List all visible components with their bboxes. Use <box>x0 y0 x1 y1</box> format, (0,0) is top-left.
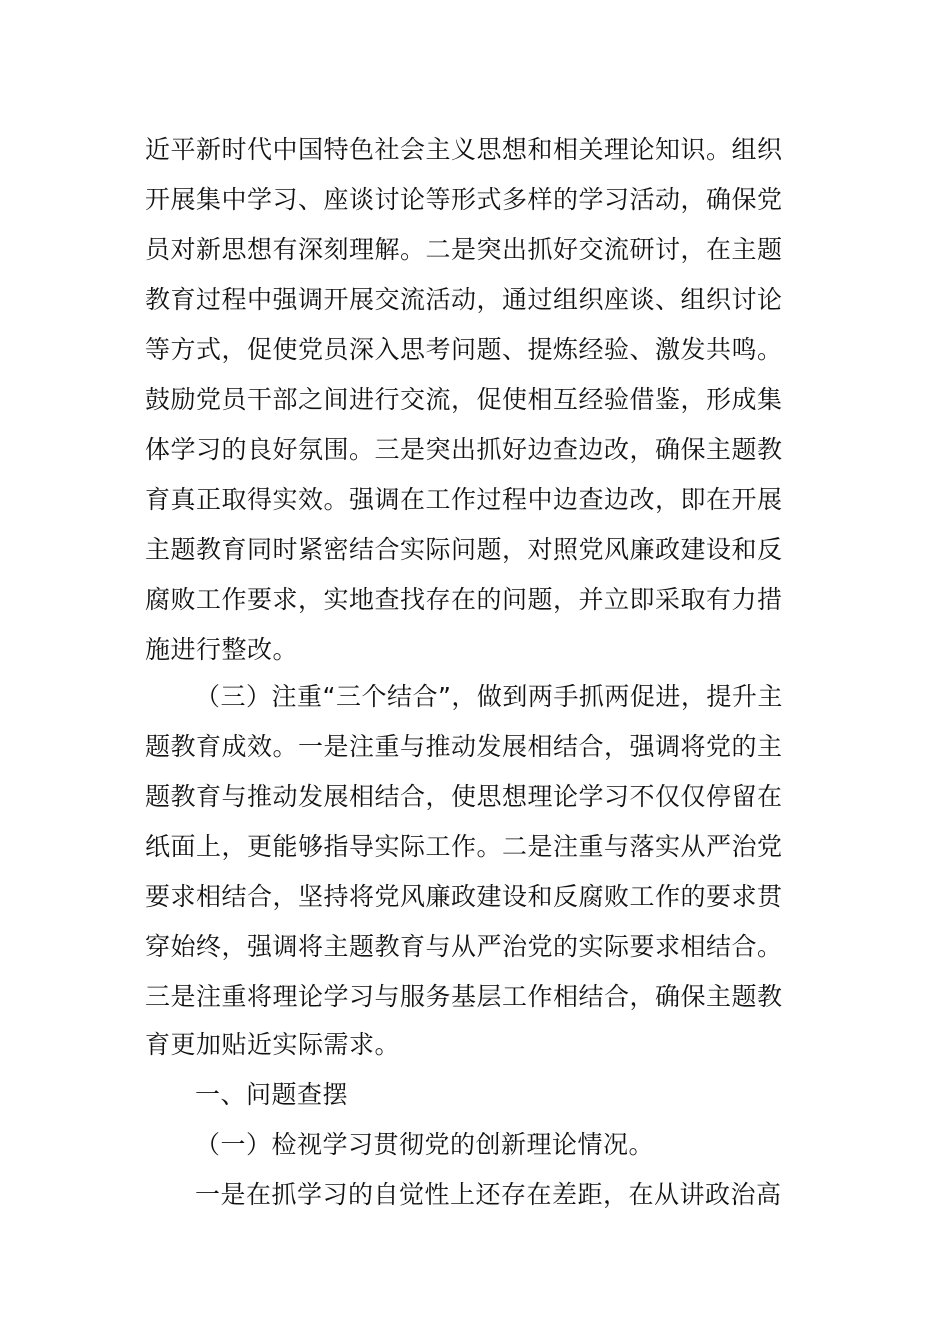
section-heading-line: 一、问题查摆 <box>195 1080 349 1109</box>
text-line: 员对新思想有深刻理解。二是突出抓好交流研讨，在主题 <box>145 235 783 264</box>
text-line: 一是在抓学习的自觉性上还存在差距，在从讲政治高 <box>195 1180 782 1209</box>
text-line: 要求相结合，坚持将党风廉政建设和反腐败工作的要求贯 <box>145 882 783 911</box>
text-line: 穿始终，强调将主题教育与从严治党的实际要求相结合。 <box>145 932 783 961</box>
text-line: 教育过程中强调开展交流活动，通过组织座谈、组织讨论 <box>145 285 783 314</box>
text-line: 育真正取得实效。强调在工作过程中边查边改，即在开展 <box>145 485 783 514</box>
text-line: 施进行整改。 <box>145 635 299 664</box>
text-line: 开展集中学习、座谈讨论等形式多样的学习活动，确保党 <box>145 185 783 214</box>
text-line: 鼓励党员干部之间进行交流，促使相互经验借鉴，形成集 <box>145 385 783 414</box>
text-line: 育更加贴近实际需求。 <box>145 1030 401 1059</box>
text-line: 主题教育同时紧密结合实际问题，对照党风廉政建设和反 <box>145 535 783 564</box>
text-line: 题教育与推动发展相结合，使思想理论学习不仅仅停留在 <box>145 782 783 811</box>
text-line: 腐败工作要求，实地查找存在的问题，并立即采取有力措 <box>145 585 783 614</box>
text-line: 等方式，促使党员深入思考问题、提炼经验、激发共鸣。 <box>145 335 783 364</box>
subsection-heading-line: （一）检视学习贯彻党的创新理论情况。 <box>195 1130 655 1159</box>
text-line: 近平新时代中国特色社会主义思想和相关理论知识。组织 <box>145 135 783 164</box>
text-line: 纸面上，更能够指导实际工作。二是注重与落实从严治党 <box>145 832 783 861</box>
text-line: 体学习的良好氛围。三是突出抓好边查边改，确保主题教 <box>145 435 783 464</box>
text-line: 三是注重将理论学习与服务基层工作相结合，确保主题教 <box>145 982 783 1011</box>
text-line: 题教育成效。一是注重与推动发展相结合，强调将党的主 <box>145 732 783 761</box>
section-heading-line: （三）注重“三个结合”，做到两手抓两促进，提升主 <box>195 682 783 711</box>
